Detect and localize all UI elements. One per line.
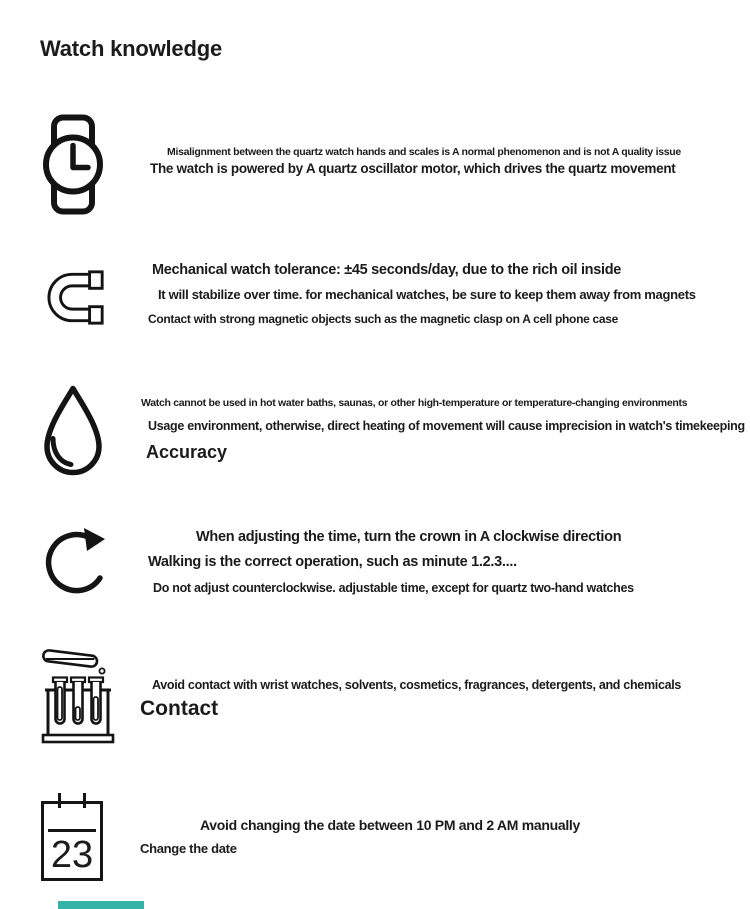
teal-accent-bar [58, 901, 144, 909]
quartz-headline: The watch is powered by A quartz oscillator motor, which drives the quartz movement [150, 161, 676, 176]
calendar-binding-pin [58, 793, 61, 808]
magnet-headline: Mechanical watch tolerance: ±45 seconds/day, due to the rich oil inside [152, 262, 622, 278]
crown-headline: When adjusting the time, turn the crown in A clockwise direction [196, 529, 622, 545]
contact-headline: Contact [140, 697, 219, 720]
calendar-page [41, 801, 103, 881]
magnet-icon [47, 268, 107, 327]
crown-headline-2: Walking is the correct operation, such as minute 1.2.3.... [148, 554, 517, 570]
date-subheadline: Change the date [140, 841, 237, 856]
page-title: Watch knowledge [40, 36, 222, 61]
calendar-header-line [48, 829, 96, 832]
water-drop-icon [40, 383, 106, 480]
magnet-note-line-2: Contact with strong magnetic objects such as the magnetic clasp on A cell phone case [148, 312, 619, 326]
temperature-note-line-2: Usage environment, otherwise, direct heating of movement will cause imprecision in watch's timekeeping [148, 419, 745, 433]
wrist-watch-icon [43, 114, 103, 215]
calendar-binding-pin [83, 793, 86, 808]
date-headline: Avoid changing the date between 10 PM and 2 AM manually [200, 817, 580, 833]
clockwise-arrow-icon [42, 526, 112, 604]
magnet-note-line-1: It will stabilize over time. for mechanical watches, be sure to keep them away from magnets [158, 287, 696, 302]
temperature-note-line: Watch cannot be used in hot water baths, saunas, or other high-temperature or temperature-changing environments [141, 397, 688, 409]
test-tubes-icon [40, 648, 116, 746]
calendar-icon [40, 793, 104, 883]
crown-note-line: Do not adjust counterclockwise. adjustable time, except for quartz two-hand watches [153, 581, 634, 595]
calendar-day-number: 23 [50, 834, 94, 876]
accuracy-headline: Accuracy [146, 442, 228, 462]
chemicals-note-line: Avoid contact with wrist watches, solvents, cosmetics, fragrances, detergents, and chemicals [152, 678, 682, 692]
quartz-note-line: Misalignment between the quartz watch hands and scales is A normal phenomenon and is not A quality issue [167, 146, 681, 158]
